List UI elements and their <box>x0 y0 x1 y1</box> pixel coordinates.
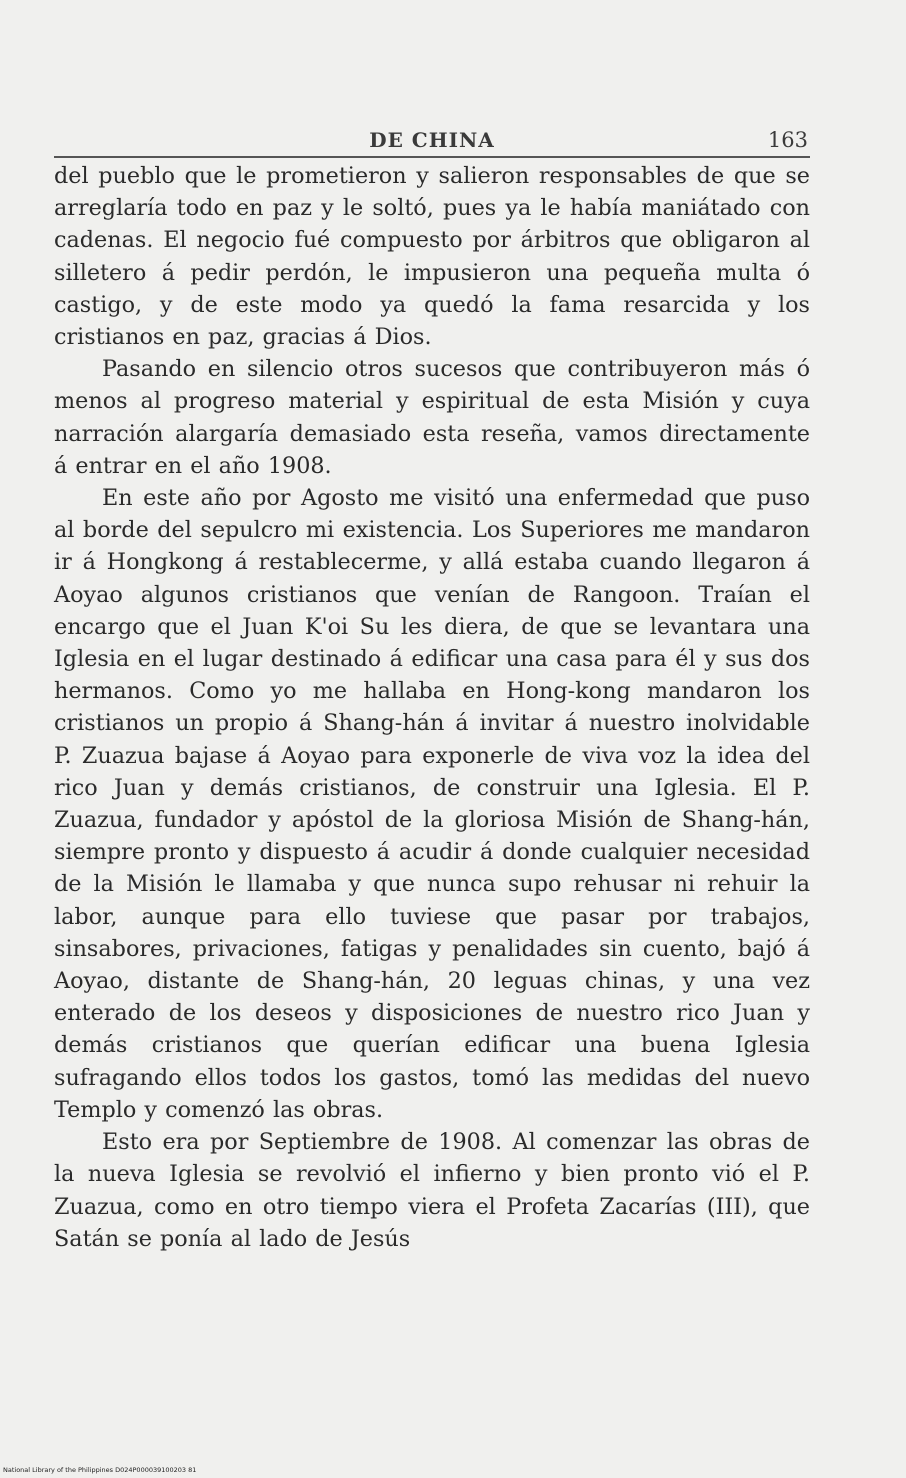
running-title: DE CHINA <box>369 128 495 152</box>
scan-credit: National Library of the Philippines D024P000039100203 81 <box>3 1466 197 1474</box>
body-text <box>54 160 810 1255</box>
paragraph: Pasando en silencio otros sucesos que contribuyeron más ó menos al progreso material y espiritual de esta Misión y cuya narración alargaría demasiado esta reseña, vamos directamente á entrar en el año 1908. <box>54 356 810 479</box>
header-rule <box>54 156 810 158</box>
running-head <box>54 120 810 158</box>
paragraph: En este año por Agosto me visitó una enfermedad que puso al borde del sepulcro mi existencia. Los Superiores me mandaron ir á Hongkong á restablecerme, y allá estaba cuando llegaron á Aoyao algunos cristianos que venían de Rangoon. Traían el encargo que el Juan K'oi Su les diera, de que se levantara una Iglesia en el lugar destinado á edificar una casa para él y sus dos hermanos. Como yo me hallaba en Hong-kong mandaron los cristianos un propio á Shang-hán á invitar á nuestro inolvidable P. Zuazua bajase á Aoyao para exponerle de viva voz la idea del rico Juan y demás cristianos, de construir una Iglesia. El P. Zuazua, fundador y apóstol de la gloriosa Misión de Shang-hán, siempre pronto y dispuesto á acudir á donde cualquier necesidad de la Misión le llamaba y que nunca supo rehusar ni rehuir la labor, aunque para ello tuviese que pasar por trabajos, sinsabores, privaciones, fatigas y penalidades sin cuento, bajó á Aoyao, distante de Shang-hán, 20 leguas chinas, y una vez enterado de los deseos y disposiciones de nuestro rico Juan y demás cristianos que querían edificar una buena Iglesia sufragando ellos todos los gastos, tomó las medidas del nuevo Templo y comenzó las obras. <box>54 485 810 1123</box>
paragraph: Esto era por Septiembre de 1908. Al comenzar las obras de la nueva Iglesia se revolvió el infierno y bien pronto vió el P. Zuazua, como en otro tiempo viera el Profeta Zacarías (III), que Satán se ponía al lado de Jesús <box>54 1129 810 1252</box>
page-number: 163 <box>767 128 808 152</box>
paragraph-continuation: del pueblo que le prometieron y salieron responsables de que se arreglaría todo en paz y le soltó, pues ya le había maniátado con cadenas. El negocio fué compuesto por árbitros que obligaron al silletero á pedir perdón, le impusieron una pequeña multa ó castigo, y de este modo ya quedó la fama resarcida y los cristianos en paz, gracias á Dios. <box>54 163 810 351</box>
book-page <box>54 120 810 1255</box>
